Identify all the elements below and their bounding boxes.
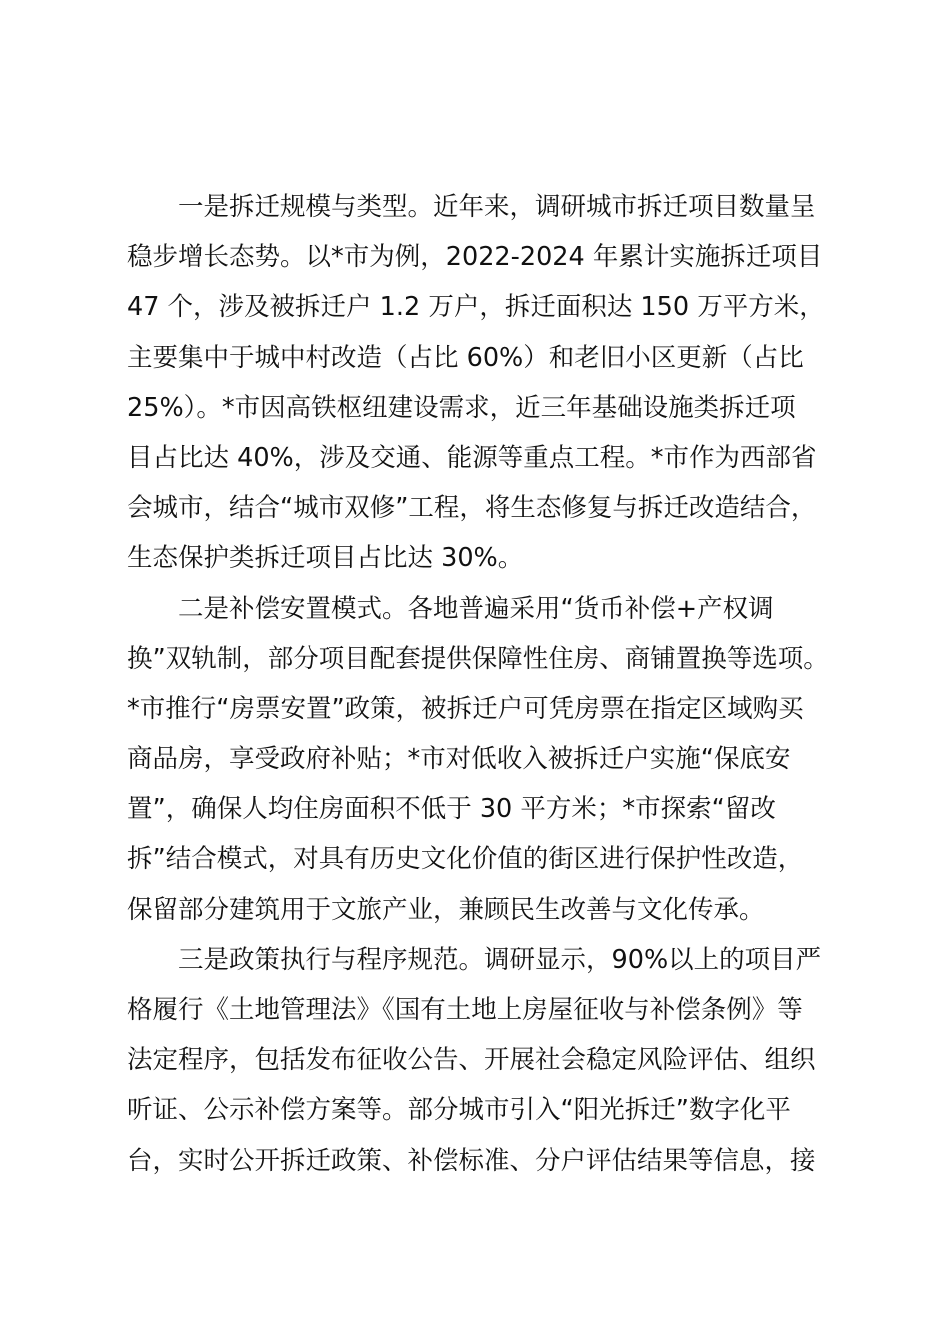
text-line: 目占比达 40%，涉及交通、能源等重点工程。*市作为西部省 (127, 442, 817, 473)
paragraph-demolition-scale (127, 182, 852, 584)
text-line: 主要集中于城中村改造（占比 60%）和老旧小区更新（占比 (127, 342, 804, 373)
text-line: 换”双轨制，部分项目配套提供保障性住房、商铺置换等选项。 (127, 643, 829, 674)
text-line: *市推行“房票安置”政策，被拆迁户可凭房票在指定区域购买 (127, 693, 804, 724)
paragraph-compensation-mode (127, 584, 852, 935)
text-line: 台，实时公开拆迁政策、补偿标准、分户评估结果等信息，接 (127, 1145, 816, 1176)
text-line: 25%）。*市因高铁枢纽建设需求，近三年基础设施类拆迁项 (127, 392, 796, 423)
paragraph-policy-execution (127, 935, 852, 1186)
text-line: 一是拆迁规模与类型。近年来，调研城市拆迁项目数量呈 (178, 192, 816, 222)
text-line: 听证、公示补偿方案等。部分城市引入“阳光拆迁”数字化平 (127, 1095, 791, 1126)
text-line: 法定程序，包括发布征收公告、开展社会稳定风险评估、组织 (127, 1045, 816, 1076)
text-line: 二是补偿安置模式。各地普遍采用“货币补偿+产权调 (178, 593, 774, 624)
text-line: 格履行《土地管理法》《国有土地上房屋征收与补偿条例》等 (127, 995, 803, 1025)
text-line: 置”，确保人均住房面积不低于 30 平方米；*市探索“留改 (127, 794, 776, 825)
text-line: 保留部分建筑用于文旅产业，兼顾民生改善与文化传承。 (127, 894, 765, 925)
text-line: 会城市，结合“城市双修”工程，将生态修复与拆迁改造结合， (127, 493, 817, 524)
text-line: 商品房，享受政府补贴；*市对低收入被拆迁户实施“保底安 (127, 744, 791, 775)
text-line: 47 个，涉及被拆迁户 1.2 万户，拆迁面积达 150 万平方米， (127, 292, 825, 323)
text-line: 三是政策执行与程序规范。调研显示，90%以上的项目严 (178, 944, 822, 975)
text-line: 生态保护类拆迁项目占比达 30%。 (127, 543, 524, 574)
text-line: 拆”结合模式，对具有历史文化价值的街区进行保护性改造， (127, 844, 804, 875)
document-page (127, 182, 852, 1186)
text-line: 稳步增长态势。以*市为例，2022-2024 年累计实施拆迁项目 (127, 242, 823, 273)
